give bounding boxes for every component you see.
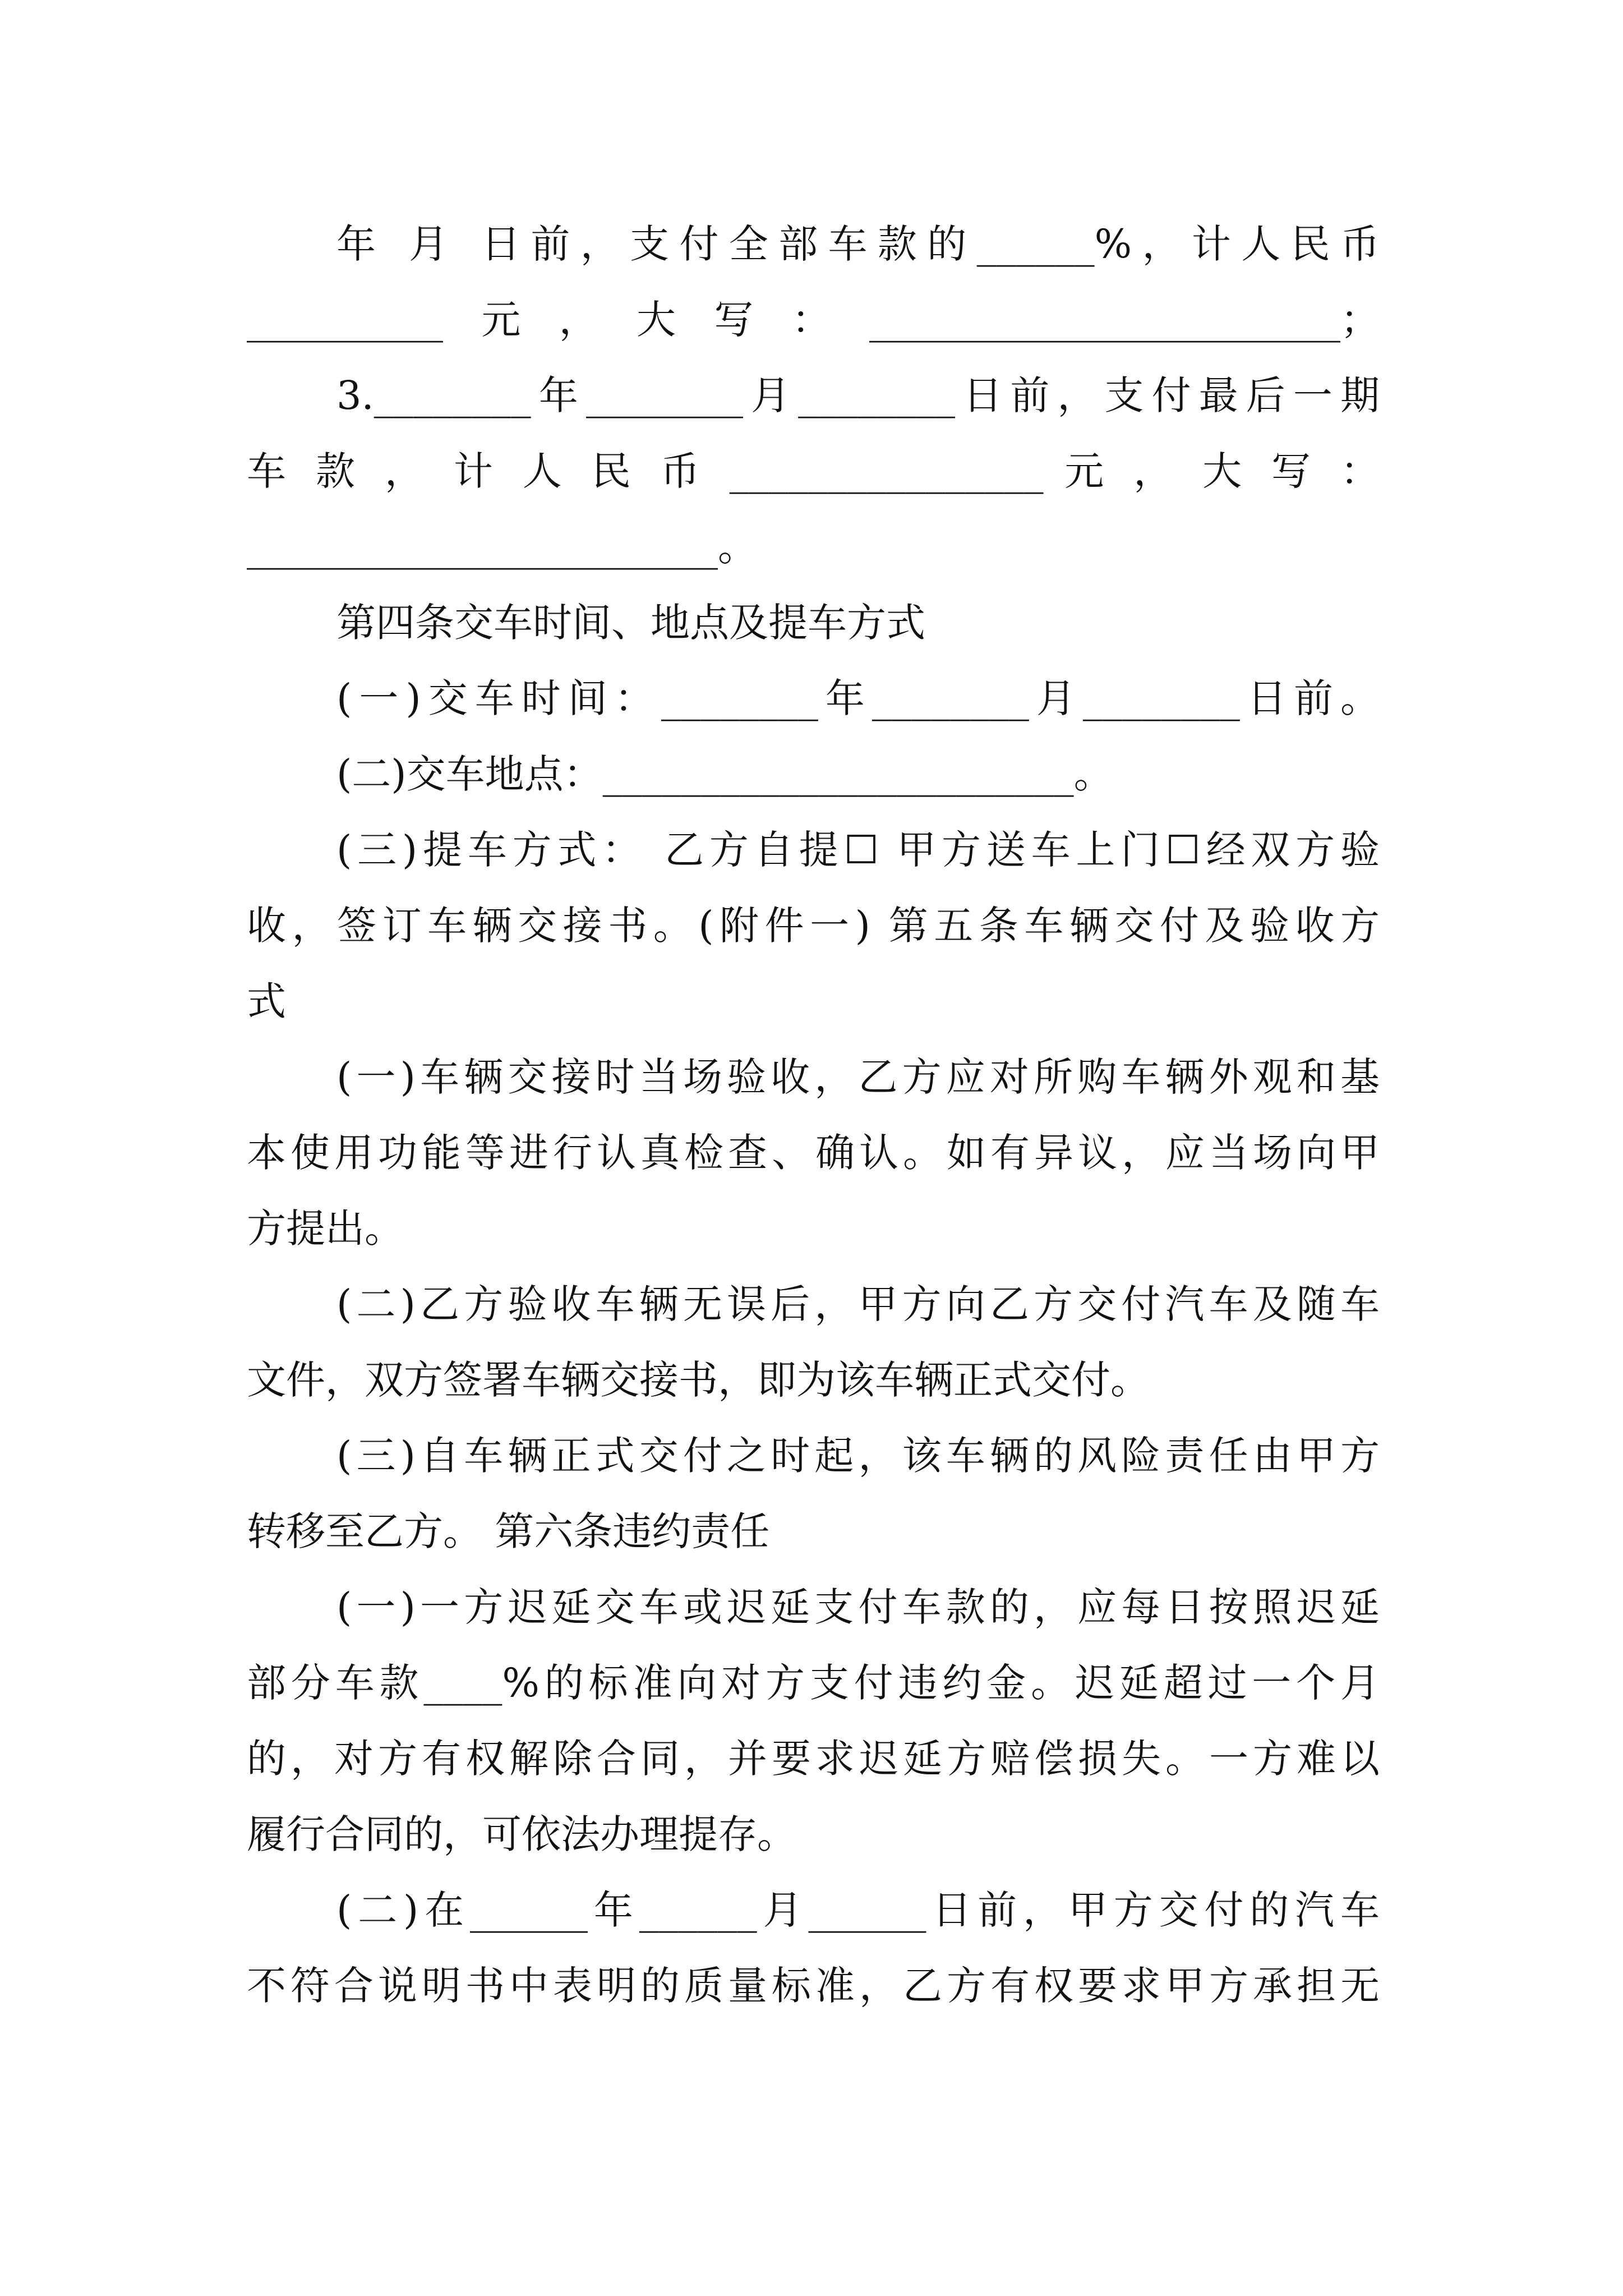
text-line: 不符合说明书中表明的质量标准，乙方有权要求甲方承担无 <box>247 1963 1380 2009</box>
text-line: 年 月 日前，支付全部车款的______%，计人民币 <box>336 221 1380 267</box>
text-line: (一)交车时间：________年________月________日前。 <box>336 675 1380 721</box>
text-line: (二)乙方验收车辆无误后，甲方向乙方交付汽车及随车 <box>336 1281 1380 1327</box>
text-line: 车 款 ， 计 人 民 币 ________________ 元 ， 大 写 ： <box>247 448 1380 494</box>
text-line: 3.________年________月________日前，支付最后一期 <box>336 372 1380 418</box>
text-line: 部分车款____%的标准向对方支付违约金。迟延超过一个月 <box>247 1660 1380 1706</box>
text-line: ________________________。 <box>247 524 757 570</box>
text-line: 式 <box>247 978 286 1024</box>
text-line: 方提出。 <box>247 1205 404 1251</box>
text-line: 本使用功能等进行认真检查、确认。如有异议，应当场向甲 <box>247 1130 1380 1176</box>
text-line: 的，对方有权解除合同，并要求迟延方赔偿损失。一方难以 <box>247 1736 1380 1782</box>
section-heading: 第四条交车时间、地点及提车方式 <box>336 600 925 646</box>
text-line: (一)一方迟延交车或迟延支付车款的，应每日按照迟延 <box>336 1584 1380 1630</box>
text-line: (二)在______年______月______日前，甲方交付的汽车 <box>336 1887 1380 1933</box>
text-line: (三)提车方式： 乙方自提☐ 甲方送车上门☐经双方验 <box>336 827 1380 873</box>
text-line: 履行合同的，可依法办理提存。 <box>247 1811 796 1857</box>
text-line: 文件，双方签署车辆交接书，即为该车辆正式交付。 <box>247 1357 1150 1403</box>
text-line: 转移至乙方。 第六条违约责任 <box>247 1508 770 1554</box>
text-line: 收，签订车辆交接书。(附件一) 第五条车辆交付及验收方 <box>247 903 1380 949</box>
text-line: (三)自车辆正式交付之时起，该车辆的风险责任由甲方 <box>336 1433 1380 1479</box>
text-line: (二)交车地点：________________________。 <box>336 751 1113 797</box>
text-line: __________元，大写：________________________； <box>247 297 1380 343</box>
text-line: (一)车辆交接时当场验收，乙方应对所购车辆外观和基 <box>336 1054 1380 1100</box>
